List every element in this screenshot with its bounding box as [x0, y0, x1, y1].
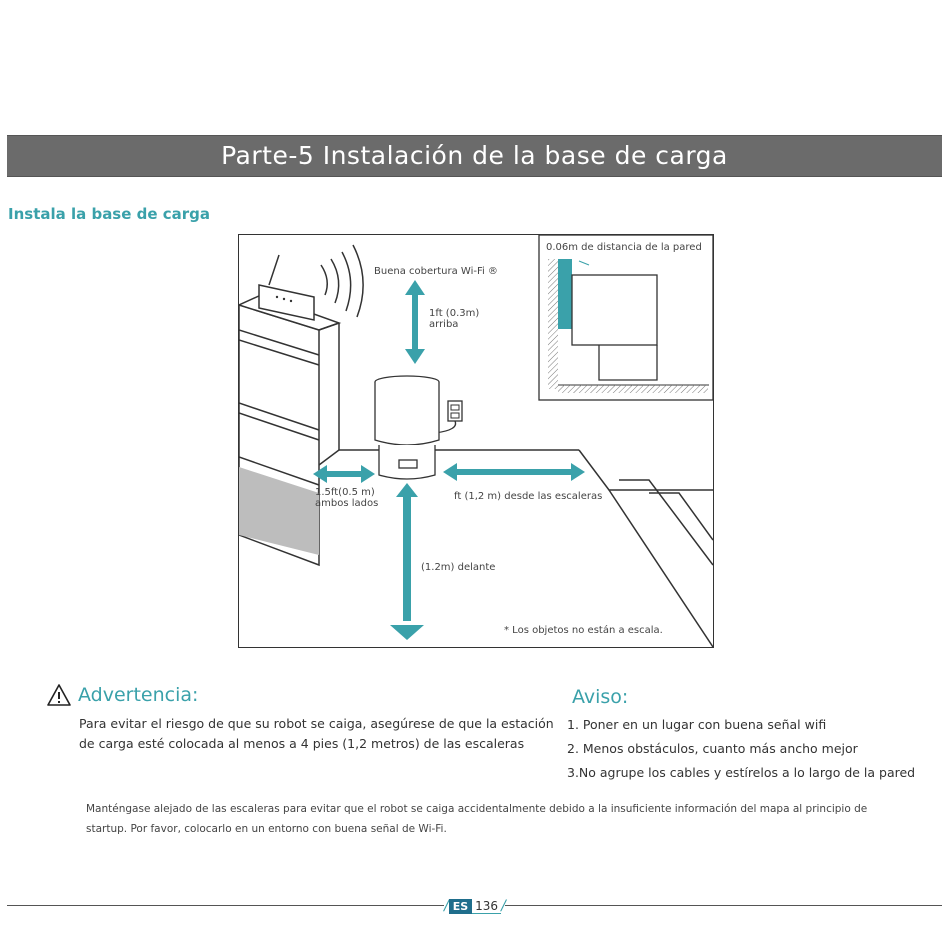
notice-item: 3.No agrupe los cables y estírelos a lo largo de la pared — [567, 765, 916, 780]
scale-note: * Los objetos no están a escala. — [504, 625, 663, 636]
section-title: Parte-5 Instalación de la base de carga — [221, 141, 728, 170]
side-distance-label-2: ambos lados — [315, 498, 379, 509]
page-number: 136 — [472, 899, 501, 914]
up-distance-label: 1ft (0.3m) — [429, 308, 480, 319]
warning-icon — [46, 683, 72, 707]
footer-rule-right — [505, 905, 942, 906]
notice-title: Aviso: — [572, 686, 629, 708]
notice-list — [567, 717, 915, 789]
installation-illustration — [238, 234, 714, 648]
side-distance-label: 1.5ft(0.5 m) — [315, 487, 375, 498]
language-tag: ES — [449, 899, 472, 914]
footer-rule-left — [7, 905, 444, 906]
stairs-distance-label: ft (1,2 m) desde las escaleras — [454, 491, 603, 502]
notice-item: 1. Poner en un lugar con buena señal wifi — [567, 717, 827, 732]
slash-decoration: / — [501, 898, 506, 914]
slash-decoration: / — [444, 898, 449, 914]
subtitle: Instala la base de carga — [8, 205, 211, 223]
up-distance-label-2: arriba — [429, 319, 459, 330]
warning-title: Advertencia: — [78, 684, 199, 706]
safety-note: Manténgase alejado de las escaleras para evitar que el robot se caiga accidentalmente debido a la insuficiente información del mapa al principio de startup. Por favor, colocarlo en un entorno con buena señal de Wi-Fi. — [86, 803, 868, 835]
front-distance-label: (1.2m) delante — [421, 562, 496, 573]
wifi-label: Buena cobertura Wi-Fi ® — [374, 266, 498, 277]
illustration-drawing — [239, 235, 713, 647]
wall-distance-label: 0.06m de distancia de la pared — [546, 242, 702, 253]
page-number-badge — [444, 897, 506, 915]
warning-text: Para evitar el riesgo de que su robot se caiga, asegúrese de que la estación de carga esté colocada al menos a 4 pies (1,2 metros) de las escaleras — [79, 716, 554, 751]
section-title-bar — [7, 135, 942, 177]
notice-item: 2. Menos obstáculos, cuanto más ancho mejor — [567, 741, 858, 756]
